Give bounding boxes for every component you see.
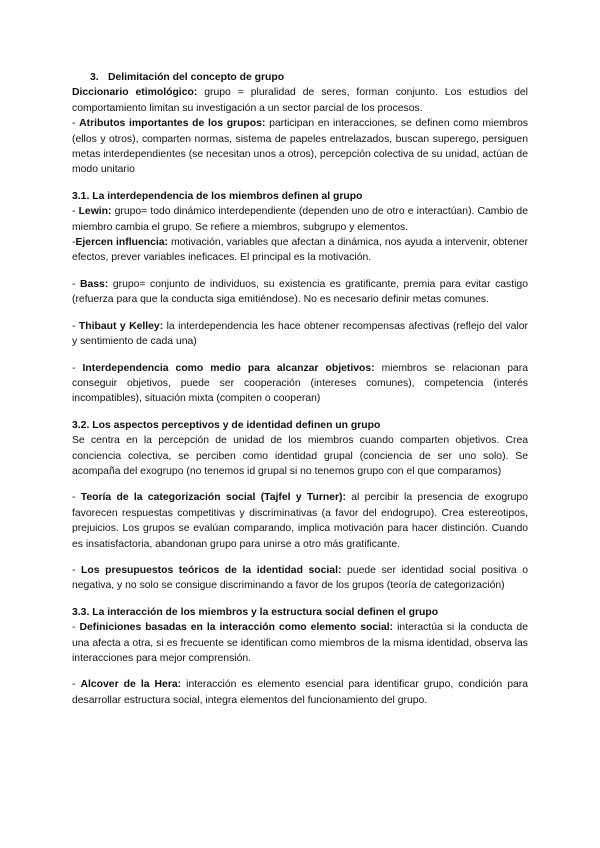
section-3-3-heading: 3.3. La interacción de los miembros y la estructura social definen el grupo (72, 606, 439, 618)
paragraph-percepcion: Se centra en la percepción de unidad de los miembros cuando comparten objetivos. Crea conciencia colectiva, se perciben como identidad grupal (conciencia de ser uno solo). Se acompaña del exogrupo (no tenemos id grupal si no tenemos grupo con el que comparamos) (72, 435, 528, 477)
term-label: Bass: (80, 278, 109, 290)
paragraph-interdependencia: - Interdependencia como medio para alcanzar objetivos: miembros se relacionan para conseguir objetivos, puede ser cooperación (intereses comunes), competencia (interés incompatibles), situación mixta (compiten o cooperan) (72, 362, 529, 405)
term-label: Atributos importantes de los grupos: (79, 118, 266, 130)
term-label: Alcover de la Hera: (80, 679, 182, 691)
term-label: Teoría de la categorización social (Tajfel y Turner): (80, 492, 346, 504)
paragraph-diccionario: Diccionario etimológico: grupo = pluralidad de seres, forman conjunto. Los estudios del comportamiento limitan su investigación a un sector parcial de los procesos. (72, 87, 528, 114)
term-label: Interdependencia como medio para alcanzar objetivos: (82, 362, 375, 374)
paragraph-bass: - Bass: grupo= conjunto de individuos, su existencia es gratificante, premia para evitar castigo (refuerza para que la conducta siga emitiéndose). No es necesario definir metas comunes. (72, 278, 528, 306)
paragraph-alcover: - Alcover de la Hera: interacción es elemento esencial para identificar grupo, condición para desarrollar estructura social, integra elementos del funcionamiento del grupo. (72, 679, 529, 706)
term-label: Thibaut y Kelley: (78, 320, 164, 332)
section-3-1-heading: 3.1. La interdependencia de los miembros definen al grupo (72, 190, 363, 202)
paragraph-teoria: - Teoría de la categorización social (Tajfel y Turner): al percibir la presencia de exogrupo favorecen respuestas competitivas y discriminativas (a favor del endogrupo). Crea estereotipos, prejuicios. Los grupos se evalúan comparando, implica motivación para hacer distinción. Cuando es insatisfactoria, abandonan grupo para unirse a otro más gratificante. (72, 492, 528, 550)
section-title-text: Delimitación del concepto de grupo (108, 72, 285, 83)
term-label: Diccionario etimológico: (72, 87, 198, 99)
paragraph-thibaut: - Thibaut y Kelley: la interdependencia les hace obtener recompensas afectivas (reflejo del valor y sentimiento de cada una) (72, 320, 529, 348)
document-page (72, 70, 528, 708)
section-3-2-heading: 3.2. Los aspectos perceptivos y de identidad definen un grupo (72, 419, 381, 431)
term-label: Lewin: (78, 206, 112, 218)
section-3-title (72, 70, 528, 85)
paragraph-influencia: -Ejercen influencia: motivación, variables que afectan a dinámica, nos ayuda a intervenir, obtener efectos, prever variables ineficaces. El principal es la motivación. (72, 237, 528, 264)
term-label: Definiciones basadas en la interacción como elemento social: (79, 622, 394, 634)
term-label: Los presupuestos teóricos de la identidad social: (81, 564, 342, 576)
section-number: 3. (90, 72, 99, 83)
term-label: Ejercen influencia: (75, 237, 168, 249)
paragraph-atributos: - Atributos importantes de los grupos: participan en interacciones, se definen como miembros (ellos y otros), comparten normas, sistema de papeles entrelazados, buscan superego, persiguen metas interdependientes (se necesitan unos a otros), percepción colectiva de su unidad, actúan de modo unitario (72, 118, 529, 176)
paragraph-lewin: - Lewin: grupo= todo dinámico interdependiente (dependen uno de otro e interactúan). Cambio de miembro cambia el grupo. Se refiere a miembros, subgrupo y elementos. (72, 206, 528, 233)
paragraph-definiciones: - Definiciones basadas en la interacción como elemento social: interactúa si la conducta de una afecta a otra, si es frecuente se identifican como miembros de la misma identidad, observa las interacciones para mejor comprensión. (72, 622, 528, 664)
paragraph-presupuestos: - Los presupuestos teóricos de la identidad social: puede ser identidad social positiva o negativa, y no solo se consigue discriminando a favor de los grupos (teoría de categorización) (72, 564, 528, 592)
